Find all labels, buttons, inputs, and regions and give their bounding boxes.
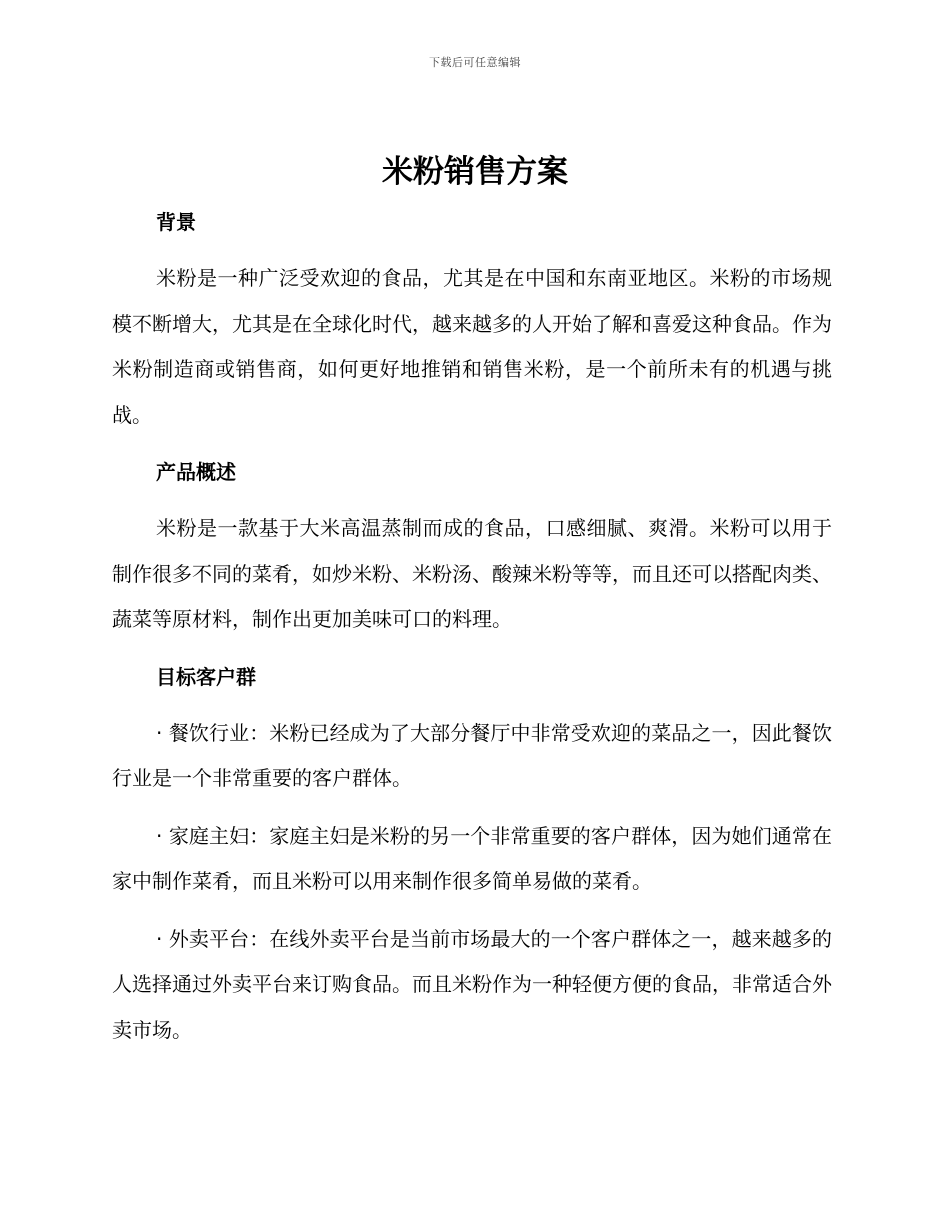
section-heading: 目标客户群 bbox=[156, 664, 256, 689]
bullet-paragraph: · 家庭主妇：家庭主妇是米粉的另一个非常重要的客户群体，因为她们通常在家中制作菜肴，而且米粉可以用来制作很多简单易做的菜肴。 bbox=[112, 823, 832, 893]
paragraph: 米粉是一款基于大米高温蒸制而成的食品，口感细腻、爽滑。米粉可以用于制作很多不同的菜肴，如炒米粉、米粉汤、酸辣米粉等等，而且还可以搭配肉类、蔬菜等原材料，制作出更加美味可口的料理。 bbox=[112, 516, 832, 631]
section-heading: 产品概述 bbox=[156, 460, 236, 484]
document-title: 米粉销售方案 bbox=[382, 154, 568, 190]
page-header-note: 下载后可任意编辑 bbox=[429, 56, 521, 69]
bullet-paragraph: · 外卖平台：在线外卖平台是当前市场最大的一个客户群体之一，越来越多的人选择通过外卖平台来订购食品。而且米粉作为一种轻便方便的食品，非常适合外卖市场。 bbox=[112, 926, 832, 1042]
document-body bbox=[112, 200, 832, 1065]
section-heading: 背景 bbox=[156, 210, 196, 234]
bullet-paragraph: · 餐饮行业：米粉已经成为了大部分餐厅中非常受欢迎的菜品之一，因此餐饮行业是一个非常重要的客户群体。 bbox=[112, 720, 832, 790]
paragraph: 米粉是一种广泛受欢迎的食品，尤其是在中国和东南亚地区。米粉的市场规模不断增大，尤其是在全球化时代，越来越多的人开始了解和喜爱这种食品。作为米粉制造商或销售商，如何更好地推销和销售米粉，是一个前所未有的机遇与挑战。 bbox=[112, 266, 832, 427]
section-product-overview bbox=[112, 450, 832, 643]
section-target-customers bbox=[112, 655, 832, 1054]
section-background bbox=[112, 200, 832, 438]
